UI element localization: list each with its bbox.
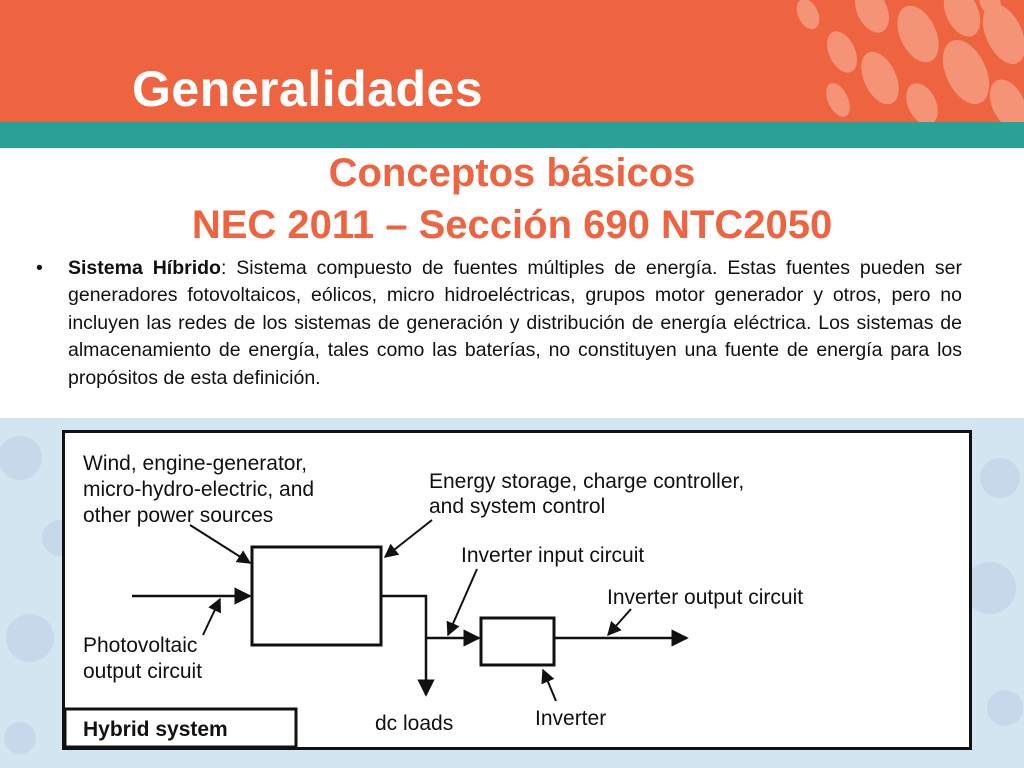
dc-loads-arrow (381, 596, 426, 695)
label-storage-2: and system control (429, 495, 606, 518)
page-title: Generalidades (132, 61, 484, 117)
svg-text:Hybrid system (83, 718, 228, 741)
bullet-definition: : Sistema compuesto de fuentes múltiples de energía. Estas fuentes pueden ser generadores fotovoltaicos, eólicos, micro hidroeléctricas, grupos motor generador y otros, pero no incluyen las redes de los sistemas de generación y distribución de energía eléctrica. Los sistemas de almacenamiento de energía, tales como las baterías, no constituyen una fuente de energía para los propósitos de esta definición. (68, 257, 962, 389)
label-inverter-output: Inverter output circuit (607, 586, 804, 609)
hybrid-system-diagram (62, 430, 972, 750)
inverter-box (481, 618, 554, 665)
label-storage-1: Energy storage, charge controller, (429, 470, 745, 493)
leader-storage (385, 520, 432, 557)
leader-inverter-output (608, 609, 631, 635)
bullet-icon: • (36, 257, 43, 279)
subtitle-line-1: Conceptos básicos (328, 151, 696, 195)
svg-text:Energy storage, charge control (429, 470, 744, 493)
accent-bar (0, 122, 1024, 148)
leader-other-sources (190, 525, 250, 563)
label-dc-loads: dc loads (375, 712, 454, 735)
label-other-sources-3: other power sources (83, 504, 274, 527)
svg-text:output circuit (83, 660, 202, 683)
svg-text:other power sources (83, 504, 273, 527)
label-other-sources-2: micro-hydro-electric, and (83, 478, 315, 501)
svg-text:Inverter input circuit (461, 544, 644, 567)
bullet-term: Sistema Híbrido (68, 257, 221, 279)
svg-text:dc loads (375, 712, 453, 735)
svg-text:Wind, engine-generator, (83, 452, 307, 475)
label-inverter: Inverter (535, 707, 607, 730)
leader-inverter (543, 670, 556, 701)
label-inverter-input: Inverter input circuit (461, 544, 645, 567)
label-pv-1: Photovoltaic (83, 634, 198, 657)
svg-text:and system control (429, 495, 605, 518)
leader-pv (203, 599, 220, 635)
subtitle-line-2: NEC 2011 – Sección 690 NTC2050 (191, 203, 833, 247)
header-banner (0, 0, 1024, 122)
label-pv-2: output circuit (83, 660, 203, 683)
svg-text:Photovoltaic (83, 634, 197, 657)
svg-text:Inverter (535, 707, 606, 730)
label-other-sources-1: Wind, engine-generator, (83, 452, 308, 475)
diagram-canvas (65, 433, 969, 747)
bullet-paragraph (36, 255, 962, 392)
svg-text:micro-hydro-electric, and (83, 478, 314, 501)
controller-box (252, 547, 381, 645)
svg-text:Inverter output circuit (607, 586, 803, 609)
diagram-caption: Hybrid system (83, 718, 228, 741)
leader-inverter-input (448, 569, 477, 635)
